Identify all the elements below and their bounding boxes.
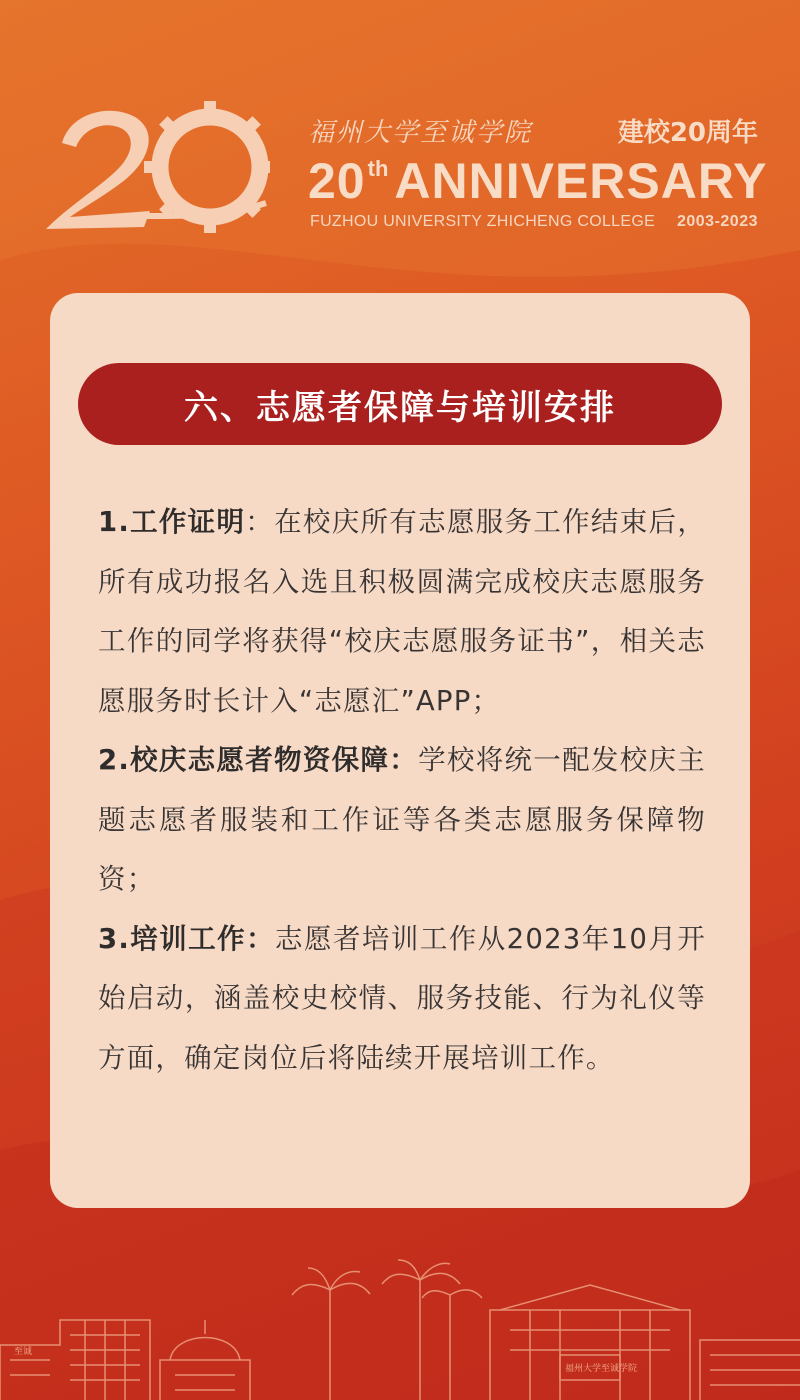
- anniversary-20-logo: [40, 95, 270, 235]
- list-item: [98, 731, 706, 910]
- campus-skyline-illustration: [0, 1250, 800, 1400]
- list-item: [98, 493, 706, 731]
- content-card: [50, 293, 750, 1208]
- item-separator: ：: [245, 506, 275, 538]
- header-subtitle-row: [310, 210, 758, 234]
- header-title-row: [308, 108, 758, 152]
- section-title: 六、志愿者保障与培训安排: [184, 387, 616, 428]
- left-building-sign: 至诚: [14, 1347, 33, 1357]
- anniversary-banner: [308, 150, 767, 212]
- anniversary-suffix: th: [367, 156, 389, 181]
- item-heading: 3.培训工作：: [98, 922, 276, 955]
- item-body: 学校将统一配发校庆主题志愿者服装和工作证等各类志愿服务保障物资；: [98, 744, 706, 895]
- list-item: [98, 910, 706, 1089]
- item-body: 志愿者培训工作从2023年10月开始启动，涵盖校史校情、服务技能、行为礼仪等方面，确定岗位后将陆续开展培训工作。: [98, 922, 706, 1074]
- anniversary-word: ANNIVERSARY: [394, 153, 768, 209]
- section-title-banner: [78, 363, 722, 445]
- item-heading: 2.校庆志愿者物资保障：: [98, 744, 419, 776]
- item-heading: 1.工作证明: [98, 506, 246, 538]
- arrangement-list: [98, 493, 706, 1088]
- anniversary-title: 建校20周年: [617, 117, 758, 148]
- item-body: 在校庆所有志愿服务工作结束后，所有成功报名入选且积极圆满完成校庆志愿服务工作的同学将获得“校庆志愿服务证书”，相关志愿服务时长计入“志愿汇”APP；: [98, 506, 707, 717]
- building-sign: 福州大学至诚学院: [565, 1364, 638, 1374]
- anniversary-number: 20: [308, 153, 366, 209]
- year-range: 2003-2023: [676, 213, 758, 230]
- college-english-name: FUZHOU UNIVERSITY ZHICHENG COLLEGE: [310, 213, 656, 230]
- college-script-name: 福州大学至诚学院: [308, 117, 533, 148]
